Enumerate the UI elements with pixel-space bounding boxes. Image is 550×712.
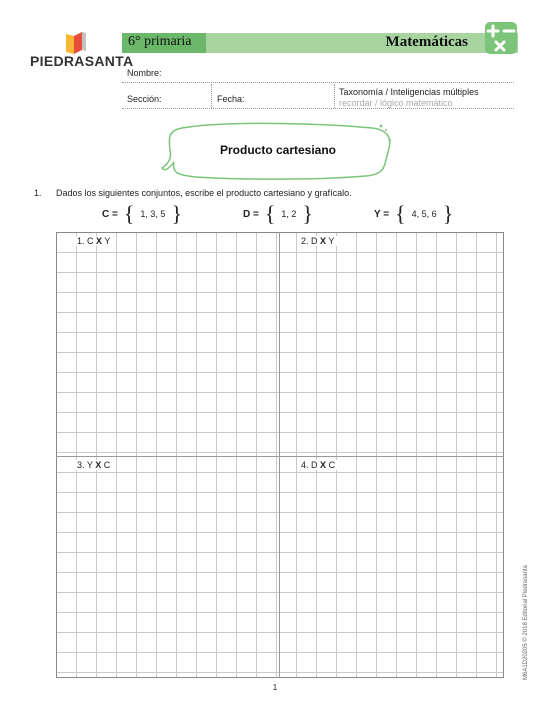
taxonomy-subtitle: recordar / lógico matemático — [339, 98, 453, 108]
date-field-label[interactable]: Fecha: — [217, 94, 245, 104]
quadrant-label-3: 3. Y X C — [74, 460, 113, 470]
quadrant-label-2: 2. D X Y — [298, 236, 337, 246]
grid-vertical-divider — [279, 232, 280, 678]
graph-grid[interactable] — [56, 232, 504, 678]
page-title: Producto cartesiano — [219, 143, 337, 157]
set-name: Y = — [374, 208, 390, 220]
subject-label: Matemáticas — [385, 34, 468, 50]
set-c — [102, 203, 182, 225]
grid-horizontal-divider — [56, 456, 504, 457]
set-y — [374, 203, 453, 225]
section-divider-1 — [211, 84, 212, 108]
left-brace: { — [264, 201, 276, 226]
set-values: 1, 2 — [281, 209, 297, 219]
section-divider-2 — [334, 84, 335, 108]
left-brace: { — [395, 201, 406, 226]
brand-logo-text: PIEDRASANTA — [30, 53, 134, 69]
name-field-label[interactable]: Nombre: — [127, 68, 162, 78]
grade-label: 6° primaria — [128, 34, 192, 49]
page-number: 1 — [272, 683, 278, 692]
left-brace: { — [123, 201, 135, 226]
taxonomy-label: Taxonomía / Inteligencias múltiples — [339, 87, 479, 97]
quadrant-label-1: 1. C X Y — [74, 236, 113, 246]
section-line — [122, 108, 514, 109]
quadrant-label-4: 4. D X C — [298, 460, 338, 470]
question-text: Dados los siguientes conjuntos, escribe el producto cartesiano y grafícalo. — [56, 188, 352, 198]
set-values: 1, 3, 5 — [140, 209, 166, 219]
copyright-text: M6A1D20205 © 2018 Editorial Piedrasanta — [523, 565, 529, 680]
right-brace: } — [442, 201, 454, 226]
set-name: D = — [243, 208, 259, 220]
set-name: C = — [102, 208, 118, 220]
set-values: 4, 5, 6 — [411, 209, 437, 219]
math-operations-icon — [483, 20, 519, 56]
question-number: 1. — [34, 188, 42, 198]
section-field-label[interactable]: Sección: — [127, 94, 162, 104]
name-line — [122, 82, 514, 83]
right-brace: } — [171, 201, 182, 226]
set-d — [243, 203, 313, 225]
right-brace: } — [302, 201, 313, 226]
